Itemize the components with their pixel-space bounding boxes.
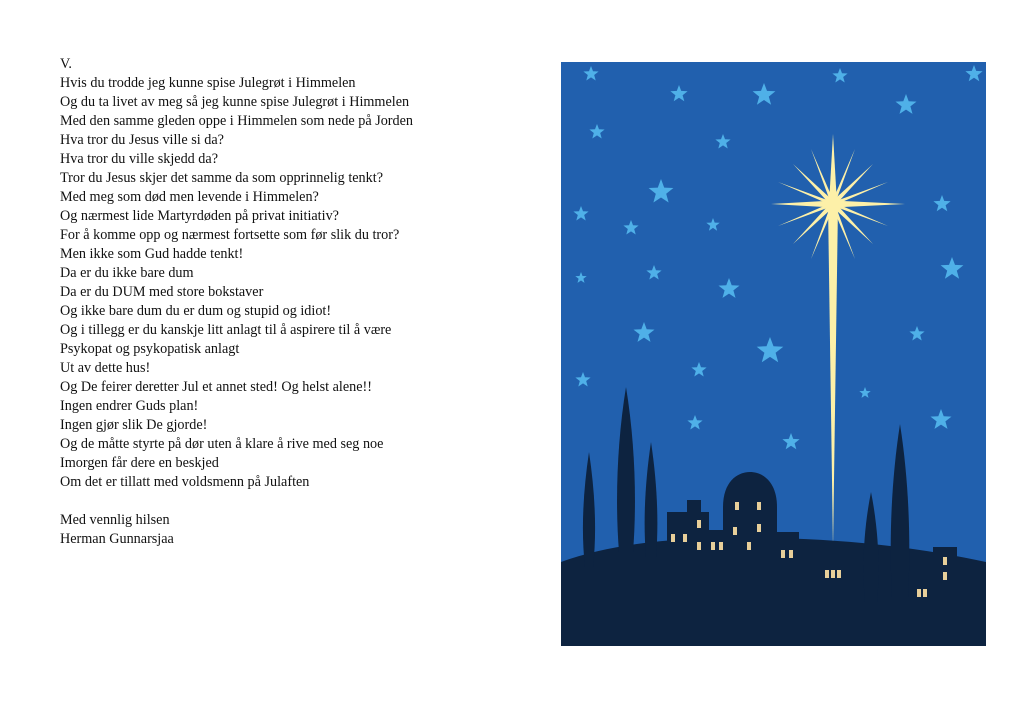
window bbox=[943, 557, 947, 565]
poem-line: Og du ta livet av meg så jeg kunne spise Julegrøt i Himmelen bbox=[60, 94, 410, 110]
window bbox=[735, 502, 739, 510]
poem-line: Da er du DUM med store bokstaver bbox=[60, 284, 264, 300]
poem-line: Hva tror du ville skjedd da? bbox=[60, 151, 218, 167]
poem-lines bbox=[60, 74, 530, 492]
poem-line: Med meg som død men levende i Himmelen? bbox=[60, 189, 319, 205]
closing-line: Med vennlig hilsen bbox=[60, 512, 170, 528]
poem-line: Hva tror du Jesus ville si da? bbox=[60, 132, 224, 148]
window bbox=[825, 570, 829, 578]
poem-line: Tror du Jesus skjer det samme da som opprinnelig tenkt? bbox=[60, 170, 383, 186]
window bbox=[711, 542, 715, 550]
letter-text bbox=[60, 55, 530, 549]
signature: Herman Gunnarsjaa bbox=[60, 531, 174, 547]
poem-line: Imorgen får dere en beskjed bbox=[60, 455, 219, 471]
bethlehem-star-illustration bbox=[561, 62, 986, 646]
poem-line: Og de måtte styrte på dør uten å klare å rive med seg noe bbox=[60, 436, 384, 452]
window bbox=[683, 534, 687, 542]
window bbox=[757, 502, 761, 510]
window bbox=[671, 534, 675, 542]
window bbox=[757, 524, 761, 532]
poem-line: Med den samme gleden oppe i Himmelen som nede på Jorden bbox=[60, 113, 414, 129]
poem-line: Om det er tillatt med voldsmenn på Julaften bbox=[60, 474, 310, 490]
poem-line: Og De feirer deretter Jul et annet sted! Og helst alene!! bbox=[60, 379, 372, 395]
poem-line: Psykopat og psykopatisk anlagt bbox=[60, 341, 240, 357]
spacer bbox=[60, 492, 530, 511]
poem-line: Ut av dette hus! bbox=[60, 360, 151, 376]
window bbox=[697, 520, 701, 528]
poem-line: Ingen endrer Guds plan! bbox=[60, 398, 199, 414]
poem-line: Ingen gjør slik De gjorde! bbox=[60, 417, 208, 433]
window bbox=[943, 572, 947, 580]
poem-line: For å komme opp og nærmest fortsette som før slik du tror? bbox=[60, 227, 400, 243]
poem-line: Og i tillegg er du kanskje litt anlagt til å aspirere til å være bbox=[60, 322, 392, 338]
building bbox=[687, 500, 701, 514]
section-heading: V. bbox=[60, 56, 72, 72]
window bbox=[733, 527, 737, 535]
window bbox=[697, 542, 701, 550]
window bbox=[831, 570, 835, 578]
poem-line: Og ikke bare dum du er dum og stupid og idiot! bbox=[60, 303, 332, 319]
poem-line: Da er du ikke bare dum bbox=[60, 265, 194, 281]
window bbox=[781, 550, 785, 558]
window bbox=[747, 542, 751, 550]
window bbox=[719, 542, 723, 550]
star-core bbox=[826, 197, 840, 211]
poem-line: Hvis du trodde jeg kunne spise Julegrøt i Himmelen bbox=[60, 75, 356, 91]
poem-line: Og nærmest lide Martyrdøden på privat initiativ? bbox=[60, 208, 339, 224]
window bbox=[917, 589, 921, 597]
window bbox=[923, 589, 927, 597]
window bbox=[789, 550, 793, 558]
poem-line: Men ikke som Gud hadde tenkt! bbox=[60, 246, 244, 262]
building bbox=[775, 532, 799, 562]
window bbox=[837, 570, 841, 578]
